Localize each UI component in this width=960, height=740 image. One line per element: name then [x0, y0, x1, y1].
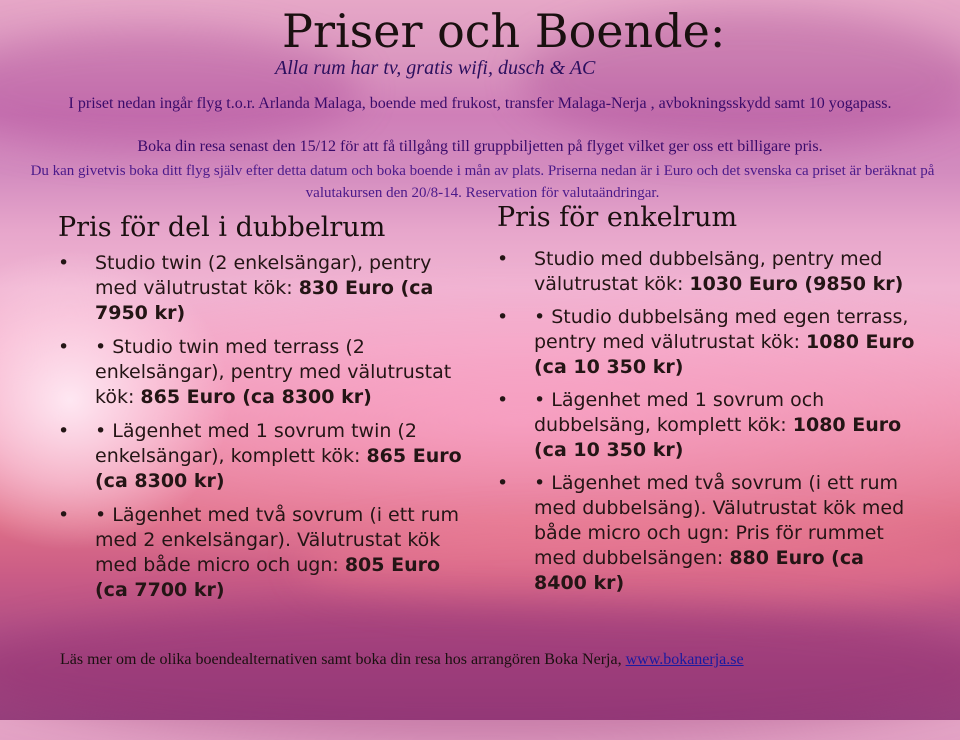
list-item — [58, 335, 478, 410]
item-text: Studio med dubbelsäng, pentry med välutrustat kök: — [534, 248, 883, 295]
bullet-icon: • — [497, 389, 509, 411]
bullet-icon: • — [497, 472, 509, 494]
sky-cloud — [0, 600, 960, 740]
info-currency-note: Du kan givetvis boka ditt flyg själv efter detta datum och boka boende i mån av plats. Priserna nedan är i Euro och det svenska ca priset är beräknat på valutakursen den 20/8-14. Reservation för valutaändringar. — [30, 163, 935, 201]
bullet-icon: • — [58, 420, 70, 442]
item-price: 1030 Euro (9850 kr) — [689, 273, 904, 295]
item-text: • Studio twin med terrass (2 enkelsängar), pentry med välutrustat kök: — [95, 336, 452, 408]
list-item — [497, 305, 922, 380]
item-text: • Lägenhet med två sovrum (i ett rum med dubbelsäng). Välutrustat kök med både micro och ugn: Pris för rummet med dubbelsängen: — [534, 472, 905, 569]
list-item — [497, 471, 922, 596]
item-price: 1080 Euro (ca 10 350 kr) — [534, 331, 915, 378]
item-text: • Studio dubbelsäng med egen terrass, pentry med välutrustat kök: — [534, 306, 909, 353]
list-item — [58, 503, 478, 603]
bullet-icon: • — [58, 504, 70, 526]
info-included: I priset nedan ingår flyg t.o.r. Arlanda Malaga, boende med frukost, transfer Malaga-Nerja , avbokningsskydd samt 10 yogapass. — [68, 95, 892, 112]
page-title: Priser och Boende: — [282, 4, 726, 58]
bullet-icon: • — [497, 248, 509, 270]
single-room-list — [497, 247, 922, 596]
item-text: • Lägenhet med 1 sovrum och dubbelsäng, komplett kök: — [534, 389, 825, 436]
item-text: • Lägenhet med 1 sovrum twin (2 enkelsängar), komplett kök: — [95, 420, 417, 467]
item-price: 805 Euro (ca 7700 kr) — [95, 554, 441, 601]
item-price: 880 Euro (ca 8400 kr) — [534, 547, 864, 594]
double-room-heading: Pris för del i dubbelrum — [58, 212, 386, 243]
list-item — [497, 388, 922, 463]
info-booking-deadline: Boka din resa senast den 15/12 för att få tillgång till gruppbiljetten på flyget vilket ger oss ett billigare pris. — [137, 138, 823, 155]
footer-text: Läs mer om de olika boendealternativen samt boka din resa hos arrangören Boka Nerja, — [60, 651, 626, 668]
bokanerja-link[interactable]: www.bokanerja.se — [625, 651, 744, 668]
single-room-heading: Pris för enkelrum — [497, 202, 738, 233]
page-subtitle: Alla rum har tv, gratis wifi, dusch & AC — [275, 57, 596, 79]
item-text: Studio twin (2 enkelsängar), pentry med välutrustat kök: — [95, 252, 432, 299]
item-text: • Lägenhet med två sovrum (i ett rum med 2 enkelsängar). Välutrustat kök med både micro och ugn: — [95, 504, 460, 576]
bullet-icon: • — [497, 306, 509, 328]
item-price: 865 Euro (ca 8300 kr) — [140, 386, 372, 408]
list-item — [58, 251, 478, 326]
item-price: 830 Euro (ca 7950 kr) — [95, 277, 434, 324]
item-price: 865 Euro (ca 8300 kr) — [95, 445, 462, 492]
list-item — [497, 247, 922, 297]
footer-note — [60, 651, 940, 669]
double-room-list — [58, 251, 478, 603]
bullet-icon: • — [58, 336, 70, 358]
single-room-section — [497, 202, 922, 604]
item-price: 1080 Euro (ca 10 350 kr) — [534, 414, 902, 461]
list-item — [58, 419, 478, 494]
bullet-icon: • — [58, 252, 70, 274]
double-room-section — [58, 212, 478, 612]
